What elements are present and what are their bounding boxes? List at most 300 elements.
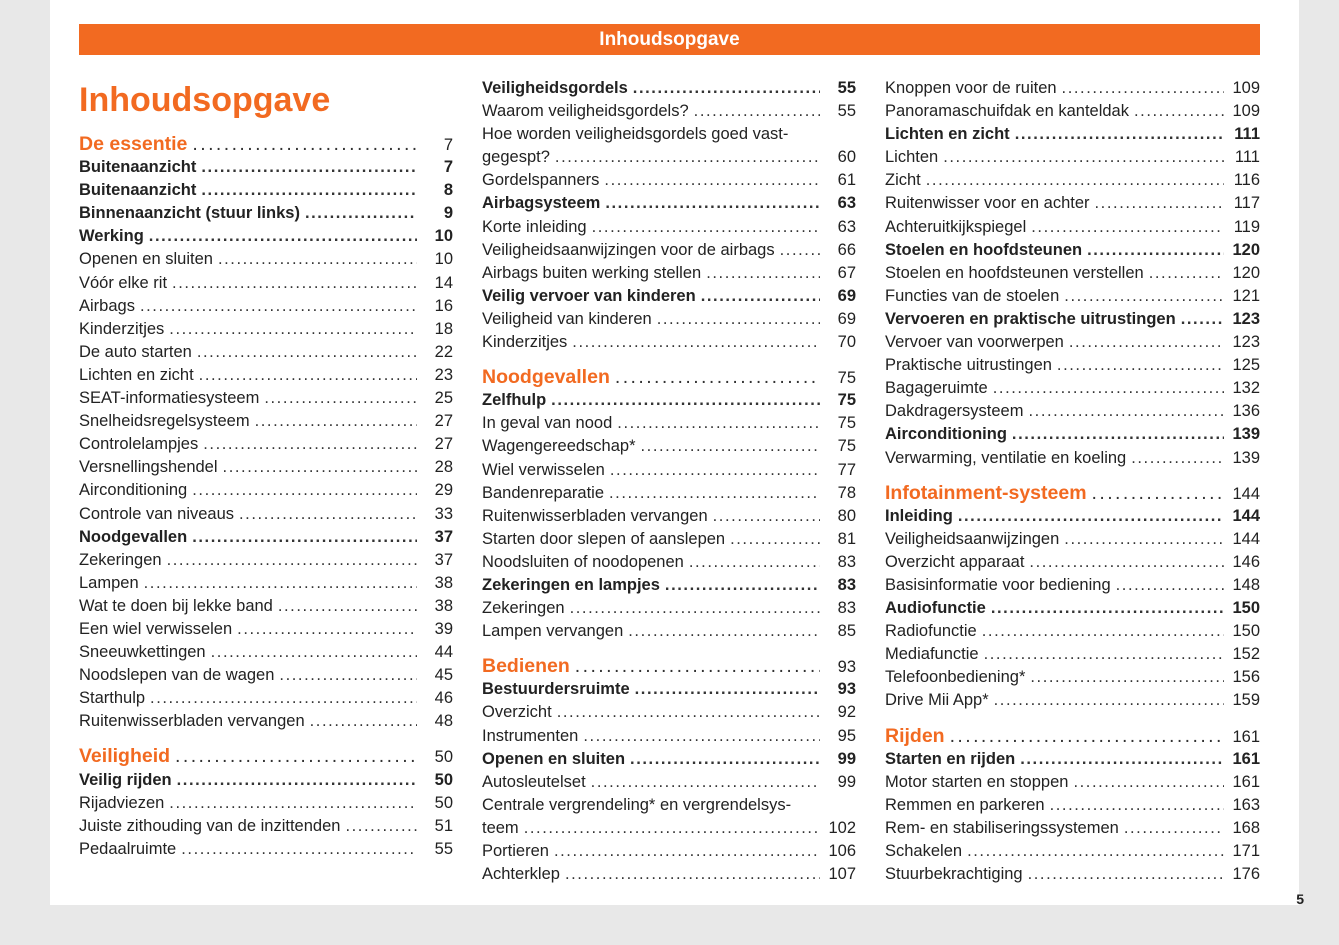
toc-dot-leader — [994, 689, 1224, 712]
toc-entry[interactable] — [482, 771, 856, 794]
toc-entry[interactable] — [885, 169, 1260, 192]
toc-entry-title: Veiligheidsaanwijzingen — [885, 529, 1060, 548]
toc-entry[interactable] — [79, 572, 453, 595]
toc-entry-title: Wiel verwisselen — [482, 460, 605, 479]
toc-entry-title: Overzicht — [482, 703, 552, 722]
toc-entry[interactable] — [79, 710, 453, 733]
toc-page-number: 99 — [837, 749, 856, 768]
toc-dot-leader — [633, 77, 820, 100]
toc-entry-title: Pedaalruimte — [79, 839, 177, 858]
toc-entry-title: Controlelampjes — [79, 435, 199, 454]
toc-chapter-entry[interactable] — [79, 179, 453, 202]
toc-entry-title: Portieren — [482, 842, 549, 860]
toc-dot-leader — [218, 248, 417, 271]
toc-dot-leader — [943, 146, 1224, 169]
toc-page-number: 7 — [443, 158, 453, 177]
toc-entry-title: Veiligheidsaanwijzingen voor de airbags — [482, 240, 775, 259]
toc-entry-title: Bestuurdersruimte — [482, 680, 630, 699]
toc-chapter-entry[interactable] — [482, 678, 856, 701]
toc-page-number: 159 — [1232, 691, 1260, 710]
toc-page-number: 121 — [1232, 286, 1260, 305]
toc-entry[interactable] — [885, 262, 1260, 285]
toc-page-number: 78 — [837, 483, 856, 502]
toc-entry[interactable] — [885, 551, 1260, 574]
toc-page-number: 55 — [837, 79, 856, 97]
toc-entry-title: gegespt? — [482, 148, 550, 167]
toc-dot-leader — [1028, 863, 1224, 886]
toc-page-number: 70 — [837, 333, 856, 352]
toc-dot-leader — [264, 387, 417, 410]
toc-chapter-entry[interactable] — [885, 505, 1260, 528]
toc-entry[interactable] — [482, 817, 856, 840]
toc-chapter-entry[interactable] — [885, 123, 1260, 146]
toc-page-number: 18 — [434, 319, 453, 338]
toc-entry-title: Praktische uitrustingen — [885, 356, 1052, 375]
toc-page-number: 161 — [1232, 749, 1260, 768]
toc-section-heading[interactable] — [482, 655, 856, 678]
toc-page-number: 116 — [1233, 171, 1260, 190]
toc-entry-title: Noodgevallen — [482, 366, 610, 389]
toc-page-number: 22 — [434, 342, 453, 361]
toc-chapter-entry[interactable] — [482, 748, 856, 771]
toc-section-heading[interactable] — [482, 366, 856, 389]
toc-entry-title: Achteruitkijkspiegel — [885, 217, 1027, 236]
toc-dot-leader — [524, 817, 820, 840]
toc-entry[interactable] — [482, 528, 856, 551]
toc-chapter-entry[interactable] — [885, 423, 1260, 446]
toc-entry-title: Noodsluiten of noodopenen — [482, 552, 684, 571]
toc-dot-leader — [557, 701, 820, 724]
toc-page-number: 66 — [837, 240, 856, 259]
toc-page-number: 123 — [1232, 309, 1260, 328]
toc-entry[interactable] — [885, 447, 1260, 470]
toc-page-number: 161 — [1232, 772, 1260, 791]
toc-chapter-entry[interactable] — [482, 285, 856, 308]
toc-entry-title: Airconditioning — [885, 425, 1007, 444]
toc-dot-leader — [1028, 400, 1224, 423]
toc-entry[interactable] — [482, 308, 856, 331]
toc-dot-leader — [706, 262, 820, 285]
toc-entry-title: Zekeringen — [79, 550, 162, 569]
toc-entry-title: Werking — [79, 227, 144, 246]
toc-entry[interactable] — [885, 840, 1260, 863]
toc-dot-leader — [1020, 748, 1224, 771]
toc-page-number: 176 — [1232, 865, 1260, 884]
toc-entry-title: In geval van nood — [482, 414, 613, 433]
toc-page-number: 111 — [1234, 148, 1260, 167]
toc-entry[interactable] — [482, 505, 856, 528]
toc-section-heading[interactable] — [79, 745, 453, 768]
toc-entry-title: Telefoonbediening* — [885, 668, 1026, 687]
toc-dot-leader — [1012, 423, 1224, 446]
toc-entry-title: Openen en sluiten — [79, 250, 213, 269]
toc-entry[interactable] — [482, 597, 856, 620]
toc-page-number: 139 — [1232, 448, 1260, 467]
toc-dot-leader — [958, 505, 1224, 528]
toc-dot-leader — [1064, 285, 1224, 308]
toc-page-number: 45 — [434, 666, 453, 685]
toc-entry[interactable] — [79, 341, 453, 364]
toc-entry-title: Bedienen — [482, 655, 570, 678]
toc-dot-leader — [1031, 216, 1224, 239]
toc-entry[interactable] — [79, 433, 453, 456]
toc-entry[interactable] — [482, 863, 856, 886]
toc-dot-leader — [310, 710, 417, 733]
toc-page-number: 63 — [837, 194, 856, 213]
toc-dot-leader — [278, 595, 417, 618]
toc-dot-leader — [172, 272, 417, 295]
toc-entry[interactable] — [885, 192, 1260, 215]
toc-entry-title: Een wiel verwisselen — [79, 619, 233, 638]
toc-dot-leader — [1095, 192, 1224, 215]
toc-entry[interactable] — [79, 595, 453, 618]
toc-entry-title: Controle van niveaus — [79, 504, 235, 523]
toc-page-number: 75 — [837, 391, 856, 410]
toc-entry[interactable] — [482, 459, 856, 482]
toc-page-number: 163 — [1232, 795, 1260, 814]
toc-page-number: 50 — [434, 748, 453, 767]
toc-page-number: 156 — [1232, 668, 1260, 687]
toc-entry[interactable] — [79, 248, 453, 271]
toc-entry-title: Wagengereedschap* — [482, 437, 636, 456]
toc-entry[interactable] — [885, 863, 1260, 886]
toc-chapter-entry[interactable] — [482, 192, 856, 215]
toc-page-number: 144 — [1232, 484, 1260, 503]
toc-entry-title: Mediafunctie — [885, 645, 979, 664]
toc-dot-leader — [551, 389, 820, 412]
toc-page-number: 93 — [837, 658, 856, 677]
toc-dot-leader — [630, 748, 820, 771]
toc-entry[interactable] — [885, 377, 1260, 400]
toc-page-number: 117 — [1233, 194, 1260, 213]
toc-entry[interactable] — [885, 574, 1260, 597]
toc-entry-title: Schakelen — [885, 842, 963, 860]
toc-entry-title: Airbagsysteem — [482, 194, 601, 213]
toc-entry-title: Snelheidsregelsysteem — [79, 412, 250, 431]
toc-entry[interactable] — [885, 285, 1260, 308]
toc-entry[interactable] — [482, 620, 856, 643]
toc-entry[interactable] — [885, 817, 1260, 840]
toc-page-number: 125 — [1232, 356, 1260, 375]
toc-chapter-entry[interactable] — [482, 574, 856, 597]
toc-page-number: 60 — [837, 148, 856, 167]
toc-entry-title: Basisinformatie voor bediening — [885, 575, 1111, 594]
toc-page-number: 28 — [434, 458, 453, 477]
toc-page-number: 111 — [1234, 125, 1260, 144]
toc-page-number: 51 — [434, 816, 453, 835]
toc-entry[interactable] — [885, 666, 1260, 689]
toc-dot-leader — [713, 505, 820, 528]
toc-page-number: 39 — [434, 619, 453, 638]
toc-entry[interactable] — [885, 689, 1260, 712]
toc-dot-leader — [926, 169, 1224, 192]
toc-dot-leader — [1073, 771, 1224, 794]
toc-entry[interactable] — [482, 169, 856, 192]
toc-dot-leader — [192, 133, 417, 156]
toc-entry-title: Veilig vervoer van kinderen — [482, 286, 696, 305]
toc-dot-leader — [950, 725, 1224, 748]
toc-entry[interactable] — [79, 318, 453, 341]
toc-entry-title: Starten en rijden — [885, 749, 1016, 768]
toc-entry[interactable] — [885, 400, 1260, 423]
toc-dot-leader — [1149, 262, 1224, 285]
toc-dot-leader — [1064, 528, 1224, 551]
toc-entry[interactable] — [885, 77, 1260, 100]
toc-entry-title: Zekeringen en lampjes — [482, 575, 660, 594]
toc-entry-title: De auto starten — [79, 342, 192, 361]
toc-page-number: 119 — [1233, 217, 1260, 236]
toc-dot-leader — [609, 482, 820, 505]
toc-entry[interactable] — [885, 146, 1260, 169]
toc-entry-title: Vóór elke rit — [79, 273, 168, 292]
toc-entry[interactable] — [885, 620, 1260, 643]
toc-dot-leader — [1087, 239, 1224, 262]
toc-entry[interactable] — [79, 838, 453, 861]
toc-entry[interactable] — [482, 216, 856, 239]
toc-dot-leader — [201, 179, 417, 202]
toc-entry[interactable] — [79, 641, 453, 664]
toc-entry[interactable] — [482, 701, 856, 724]
toc-dot-leader — [984, 643, 1224, 666]
page-number: 5 — [1296, 891, 1304, 907]
toc-chapter-entry[interactable] — [79, 526, 453, 549]
toc-entry[interactable] — [79, 549, 453, 572]
toc-entry[interactable] — [482, 262, 856, 285]
toc-entry[interactable] — [79, 687, 453, 710]
toc-dot-leader — [583, 725, 820, 748]
toc-dot-leader — [604, 169, 820, 192]
toc-page-number: 152 — [1232, 645, 1260, 664]
toc-chapter-entry[interactable] — [885, 239, 1260, 262]
toc-page-number: 55 — [434, 839, 453, 858]
toc-entry-title: Kinderzitjes — [79, 319, 165, 338]
toc-entry[interactable] — [482, 725, 856, 748]
page-title: Inhoudsopgave — [79, 81, 331, 119]
toc-entry-title: Verwarming, ventilatie en koeling — [885, 448, 1127, 467]
toc-page-number: 75 — [837, 437, 856, 456]
toc-page-number: 69 — [837, 309, 856, 328]
toc-dot-leader — [570, 597, 820, 620]
toc-chapter-entry[interactable] — [885, 748, 1260, 771]
toc-entry-title: Openen en sluiten — [482, 749, 626, 768]
toc-entry-title: Functies van de stoelen — [885, 286, 1060, 305]
toc-entry[interactable] — [79, 479, 453, 502]
toc-dot-leader — [993, 377, 1224, 400]
toc-column-3 — [885, 77, 1260, 886]
toc-page-number: 168 — [1232, 818, 1260, 837]
toc-page-number: 16 — [434, 296, 453, 315]
header-bar: Inhoudsopgave — [79, 24, 1260, 55]
toc-dot-leader — [1116, 574, 1224, 597]
toc-entry[interactable] — [79, 815, 453, 838]
toc-page-number: 80 — [837, 506, 856, 525]
toc-chapter-entry[interactable] — [885, 308, 1260, 331]
toc-entry[interactable] — [885, 643, 1260, 666]
toc-entry-title: Motor starten en stoppen — [885, 772, 1069, 791]
toc-page-number: 38 — [434, 596, 453, 615]
toc-page-number: 10 — [434, 227, 453, 246]
toc-entry-title: Ruitenwisser voor en achter — [885, 194, 1090, 213]
toc-entry-title: Stoelen en hoofdsteunen verstellen — [885, 263, 1144, 282]
toc-page-number: 120 — [1232, 240, 1260, 259]
toc-page-number: 61 — [837, 171, 856, 190]
toc-dot-leader — [635, 678, 820, 701]
toc-dot-leader — [575, 655, 820, 678]
toc-entry[interactable] — [885, 216, 1260, 239]
toc-entry[interactable] — [482, 412, 856, 435]
toc-chapter-entry[interactable] — [885, 597, 1260, 620]
toc-entry[interactable] — [79, 664, 453, 687]
toc-page-number: 106 — [828, 842, 856, 860]
toc-entry[interactable] — [79, 364, 453, 387]
toc-page-number: 14 — [434, 273, 453, 292]
toc-entry[interactable] — [482, 146, 856, 169]
toc-entry-title: Veiligheidsgordels — [482, 79, 628, 97]
toc-entry-title: Achterklep — [482, 865, 560, 884]
toc-page-number: 23 — [434, 365, 453, 384]
toc-page-number: 67 — [837, 263, 856, 282]
toc-entry[interactable] — [79, 295, 453, 318]
toc-section-heading[interactable] — [885, 482, 1260, 505]
toc-page-number: 44 — [434, 643, 453, 662]
toc-entry-title: Veilig rijden — [79, 770, 172, 789]
toc-dot-leader — [199, 364, 417, 387]
toc-page-number: 109 — [1232, 102, 1260, 121]
toc-entry[interactable] — [885, 771, 1260, 794]
toc-entry-title: Lampen — [79, 573, 139, 592]
toc-dot-leader — [1124, 817, 1224, 840]
toc-dot-leader — [167, 549, 417, 572]
toc-page-number: 171 — [1232, 842, 1260, 860]
toc-entry[interactable] — [79, 618, 453, 641]
toc-entry[interactable] — [885, 794, 1260, 817]
toc-page-number: 120 — [1232, 263, 1260, 282]
toc-page-number: 38 — [434, 573, 453, 592]
toc-chapter-entry[interactable] — [79, 225, 453, 248]
toc-entry[interactable] — [482, 123, 856, 146]
toc-entry-title: Noodgevallen — [79, 527, 188, 546]
toc-page-number: 46 — [434, 689, 453, 708]
toc-chapter-entry[interactable] — [79, 202, 453, 225]
toc-chapter-entry[interactable] — [79, 769, 453, 792]
toc-page-number: 69 — [837, 286, 856, 305]
toc-entry[interactable] — [885, 354, 1260, 377]
toc-dot-leader — [1092, 482, 1224, 505]
toc-dot-leader — [730, 528, 820, 551]
toc-dot-leader — [555, 146, 820, 169]
toc-dot-leader — [1131, 447, 1224, 470]
toc-entry-title: Binnenaanzicht (stuur links) — [79, 204, 300, 223]
toc-page-number: 144 — [1232, 506, 1260, 525]
toc-entry-title: SEAT-informatiesysteem — [79, 389, 260, 408]
toc-entry-title: Ruitenwisserbladen vervangen — [482, 506, 708, 525]
toc-entry[interactable] — [79, 410, 453, 433]
toc-entry-title: Vervoeren en praktische uitrustingen — [885, 309, 1176, 328]
toc-entry[interactable] — [482, 482, 856, 505]
toc-dot-leader — [149, 225, 417, 248]
toc-section-heading[interactable] — [885, 725, 1260, 748]
toc-page-number: 99 — [837, 772, 856, 791]
toc-page-number: 132 — [1232, 379, 1260, 398]
toc-entry[interactable] — [79, 456, 453, 479]
toc-chapter-entry[interactable] — [482, 77, 856, 100]
toc-page-number: 27 — [434, 412, 453, 431]
toc-entry-title: Juiste zithouding van de inzittenden — [79, 816, 341, 835]
toc-dot-leader — [1062, 77, 1224, 100]
toc-section-heading[interactable] — [79, 133, 453, 156]
toc-entry-title: Zelfhulp — [482, 391, 547, 410]
toc-entry[interactable] — [482, 551, 856, 574]
toc-dot-leader — [181, 838, 417, 861]
toc-page-number: 92 — [837, 703, 856, 722]
toc-entry[interactable] — [482, 794, 856, 817]
toc-entry-title: Centrale vergrendeling* en vergrendelsys- — [482, 795, 792, 814]
toc-chapter-entry[interactable] — [482, 389, 856, 412]
toc-entry[interactable] — [79, 387, 453, 410]
toc-entry-title: teem — [482, 818, 519, 837]
toc-page-number: 148 — [1232, 575, 1260, 594]
toc-page-number: 63 — [837, 217, 856, 236]
toc-page-number: 55 — [837, 102, 856, 121]
toc-page-number: 95 — [837, 726, 856, 745]
toc-entry-title: Stoelen en hoofdsteunen — [885, 240, 1083, 259]
toc-dot-leader — [657, 308, 820, 331]
toc-entry[interactable] — [482, 840, 856, 863]
toc-page-number: 10 — [434, 250, 453, 269]
toc-entry[interactable] — [79, 792, 453, 815]
toc-entry-title: Buitenaanzicht — [79, 181, 197, 200]
toc-entry-title: Bandenreparatie — [482, 483, 605, 502]
toc-dot-leader — [192, 526, 417, 549]
toc-page-number: 161 — [1232, 727, 1260, 746]
toc-dot-leader — [572, 331, 820, 354]
toc-entry[interactable] — [79, 503, 453, 526]
toc-entry-title: De essentie — [79, 133, 188, 155]
toc-dot-leader — [689, 551, 820, 574]
toc-entry[interactable] — [482, 331, 856, 354]
toc-dot-leader — [701, 285, 820, 308]
toc-entry[interactable] — [885, 100, 1260, 123]
toc-dot-leader — [617, 412, 820, 435]
toc-entry[interactable] — [885, 528, 1260, 551]
toc-entry[interactable] — [482, 100, 856, 123]
toc-dot-leader — [211, 641, 417, 664]
toc-page-number: 48 — [434, 712, 453, 731]
toc-entry-title: Hoe worden veiligheidsgordels goed vast- — [482, 125, 789, 144]
toc-dot-leader — [239, 503, 417, 526]
toc-chapter-entry[interactable] — [79, 156, 453, 179]
toc-entry-title: Veiligheid — [79, 745, 171, 768]
toc-entry-title: Overzicht apparaat — [885, 552, 1025, 571]
toc-dot-leader — [565, 863, 820, 886]
toc-entry[interactable] — [482, 239, 856, 262]
toc-page-number: 37 — [434, 527, 453, 546]
toc-entry-title: Dakdragersysteem — [885, 402, 1024, 421]
toc-dot-leader — [1029, 551, 1224, 574]
toc-entry-title: Starthulp — [79, 689, 146, 708]
toc-entry-title: Lampen vervangen — [482, 622, 624, 641]
toc-entry[interactable] — [79, 272, 453, 295]
toc-entry[interactable] — [885, 331, 1260, 354]
toc-entry-title: Korte inleiding — [482, 217, 587, 236]
toc-entry-title: Knoppen voor de ruiten — [885, 79, 1057, 97]
toc-entry-title: Buitenaanzicht — [79, 158, 197, 177]
toc-dot-leader — [1134, 100, 1224, 123]
toc-entry[interactable] — [482, 435, 856, 458]
toc-page-number: 83 — [837, 575, 856, 594]
toc-page-number: 75 — [837, 414, 856, 433]
toc-column-2 — [482, 77, 856, 886]
